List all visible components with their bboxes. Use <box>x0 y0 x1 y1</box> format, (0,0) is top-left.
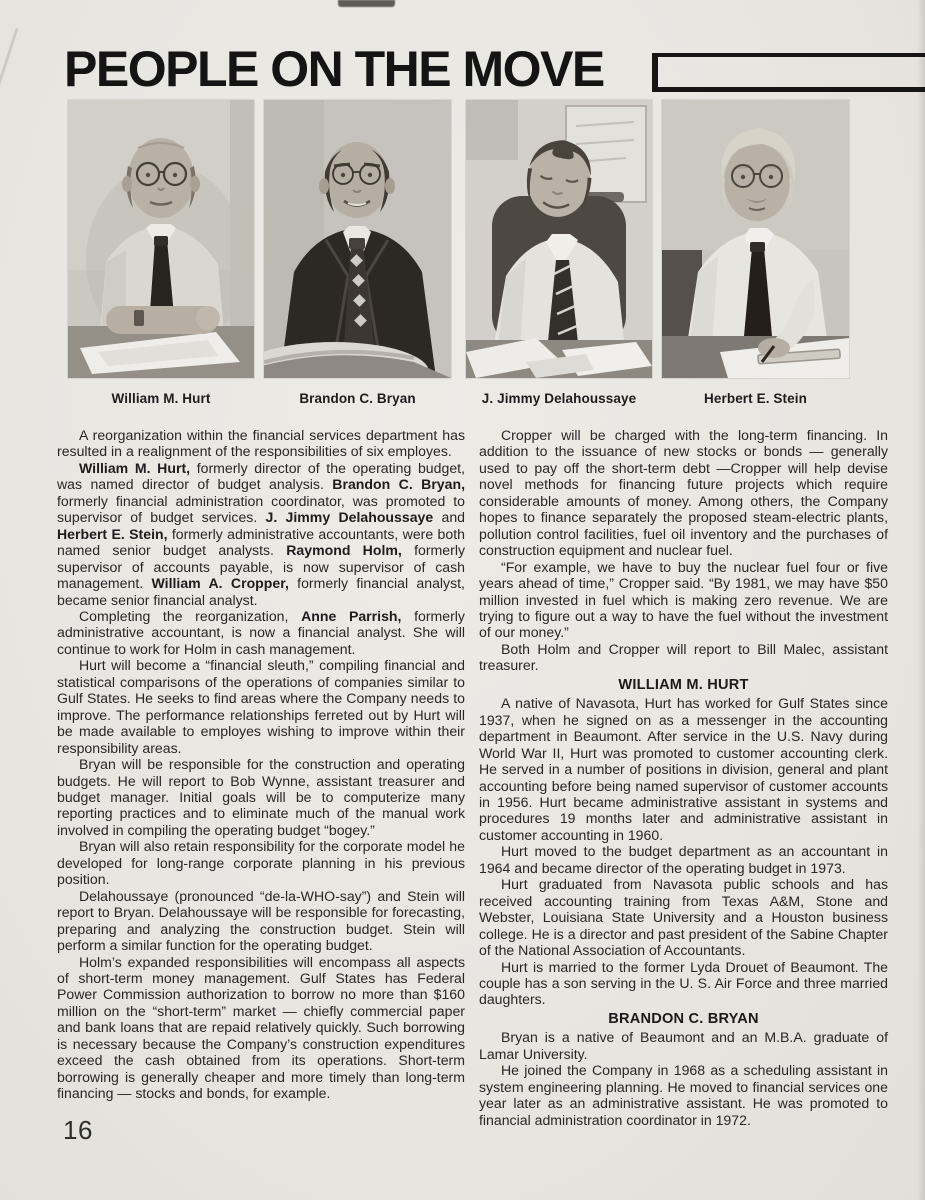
body-paragraph: Hurt is married to the former Lyda Drouet of Beaumont. The couple has a son serving in the U. S. Air Force and three married daughters. <box>479 958 888 1008</box>
body-paragraph: Hurt moved to the budget department as an accountant in 1964 and became director of the operating budget in 1973. <box>479 843 888 876</box>
body-paragraph: “For example, we have to buy the nuclear fuel four or five years ahead of time,” Cropper said. “By 1981, we may have $50 million invested in fuel which is making zero revenue. We are trying to figure out a way to have the fuel without the investment of our money.” <box>479 558 888 641</box>
article-column-right <box>479 427 888 1128</box>
page-title: PEOPLE ON THE MOVE <box>64 41 604 97</box>
scan-edge-shading <box>917 0 925 1200</box>
body-paragraph: Cropper will be charged with the long-term financing. In addition to the issuance of new stocks or bonds — generally used to pay off the short-term debt —Cropper will help devise novel methods for financing future projects which require considerable amounts of money. Among others, the Company hopes to finance separately the proposed steam-electric plants, pollution control facilities, fuel oil inventory and the purchases of construction equipment and nuclear fuel. <box>479 427 888 559</box>
page-number: 16 <box>63 1115 93 1145</box>
photo-caption: William M. Hurt <box>111 391 211 406</box>
body-paragraph: A native of Navasota, Hurt has worked for Gulf States since 1937, when he signed on as a messenger in the accounting department in Beaumont. After service in the U.S. Navy during World War II, Hurt was promoted to customer accounting clerk. He served in a number of positions in division, general and plant accounting before being named supervisor of customer accounts in 1956. Hurt became administrative assistant in systems and procedures 19 months later and administrative assistant in customer accounting in 1960. <box>479 695 888 843</box>
body-paragraph: Both Holm and Cropper will report to Bill Malec, assistant treasurer. <box>479 640 888 674</box>
body-paragraph: Holm’s expanded responsibilities will encompass all aspects of short-term money management. Gulf States has Federal Power Commission authorization to borrow no more than $160 million on the “short-term” market — chiefly commercial paper and bank loans that are repaid relatively quickly. Such borrowing is necessary because the Company’s construction expenditures exceed the cash obtained from its operations. Short-term borrowing is generally cheaper and more timely than long-term financing — stocks and bonds, for example. <box>57 953 465 1102</box>
portrait-illustration <box>68 100 254 378</box>
photo-william-hurt <box>68 100 254 406</box>
photo-brandon-bryan <box>264 100 451 406</box>
photo-caption: Herbert E. Stein <box>704 391 807 406</box>
section-heading: BRANDON C. BRYAN <box>608 1010 759 1027</box>
body-paragraph: Bryan will be responsible for the construction and operating budgets. He will report to Bob Wynne, assistant treasurer and budget manager. Initial goals will be to computerize many reporting practices and to eliminate much of the manual work involved in compiling the operating budget “bogey.” <box>57 756 465 838</box>
scan-smudge-artifact <box>338 0 395 7</box>
body-paragraph: Hurt graduated from Navasota public schools and has received accounting training from Texas A&M, Stone and Webster, Louisiana State University and a Houston business college. He is a director and past president of the Sabine Chapter of the National Association of Accountants. <box>479 876 888 959</box>
photo-caption: J. Jimmy Delahoussaye <box>481 391 637 406</box>
scan-scratch-artifact <box>0 28 19 113</box>
body-paragraph: Bryan is a native of Beaumont and an M.B.A. graduate of Lamar University. <box>479 1029 888 1062</box>
body-paragraph: He joined the Company in 1968 as a scheduling assistant in system engineering planning. He moved to financial services one year later as an administrative assistant. He was promoted to financial administration coordinator in 1972. <box>479 1062 888 1128</box>
body-paragraph: William M. Hurt, formerly director of the operating budget, was named director of budget analysis. Brandon C. Bryan, formerly financial administration coordinator, was promoted to supervisor of budget services. J. Jimmy Delahoussaye and Herbert E. Stein, formerly administrative accountants, were both named senior budget analysts. Raymond Holm, formerly supervisor of accounts payable, is now supervisor of cash management. William A. Cropper, formerly financial analyst, became senior financial analyst. <box>57 459 466 608</box>
title-rule-box <box>652 53 925 92</box>
body-paragraph: Completing the reorganization, Anne Parrish, formerly administrative accountant, is now a financial analyst. She will continue to work for Holm in cash management. <box>57 607 465 657</box>
portrait-illustration <box>264 100 451 378</box>
body-paragraph: Hurt will become a “financial sleuth,” compiling financial and statistical comparisons of the operations of companies similar to Gulf States. He seeks to find areas where the Company needs to improve. The performance relationships ferreted out by Hurt will be made available to employes wishing to improve within their responsibility areas. <box>57 657 465 756</box>
photo-jimmy-delahoussaye <box>466 100 652 406</box>
photo-herbert-stein <box>662 100 849 406</box>
portrait-illustration <box>662 100 849 378</box>
body-paragraph: Delahoussaye (pronounced “de-la-WHO-say”) and Stein will report to Bryan. Delahoussaye will be responsible for forecasting, preparing and analyzing the construction budget. Stein will perform a similar function for the operating budget. <box>57 887 465 954</box>
article-column-left <box>57 427 465 1102</box>
body-paragraph: A reorganization within the financial services department has resulted in a realignment of the responsibilities of six employes. <box>57 427 465 460</box>
body-paragraph: Bryan will also retain responsibility for the corporate model he developed for long-range corporate planning in his previous position. <box>57 838 465 888</box>
photo-caption: Brandon C. Bryan <box>299 391 416 406</box>
portrait-illustration <box>466 100 652 378</box>
section-heading: WILLIAM M. HURT <box>618 676 749 693</box>
